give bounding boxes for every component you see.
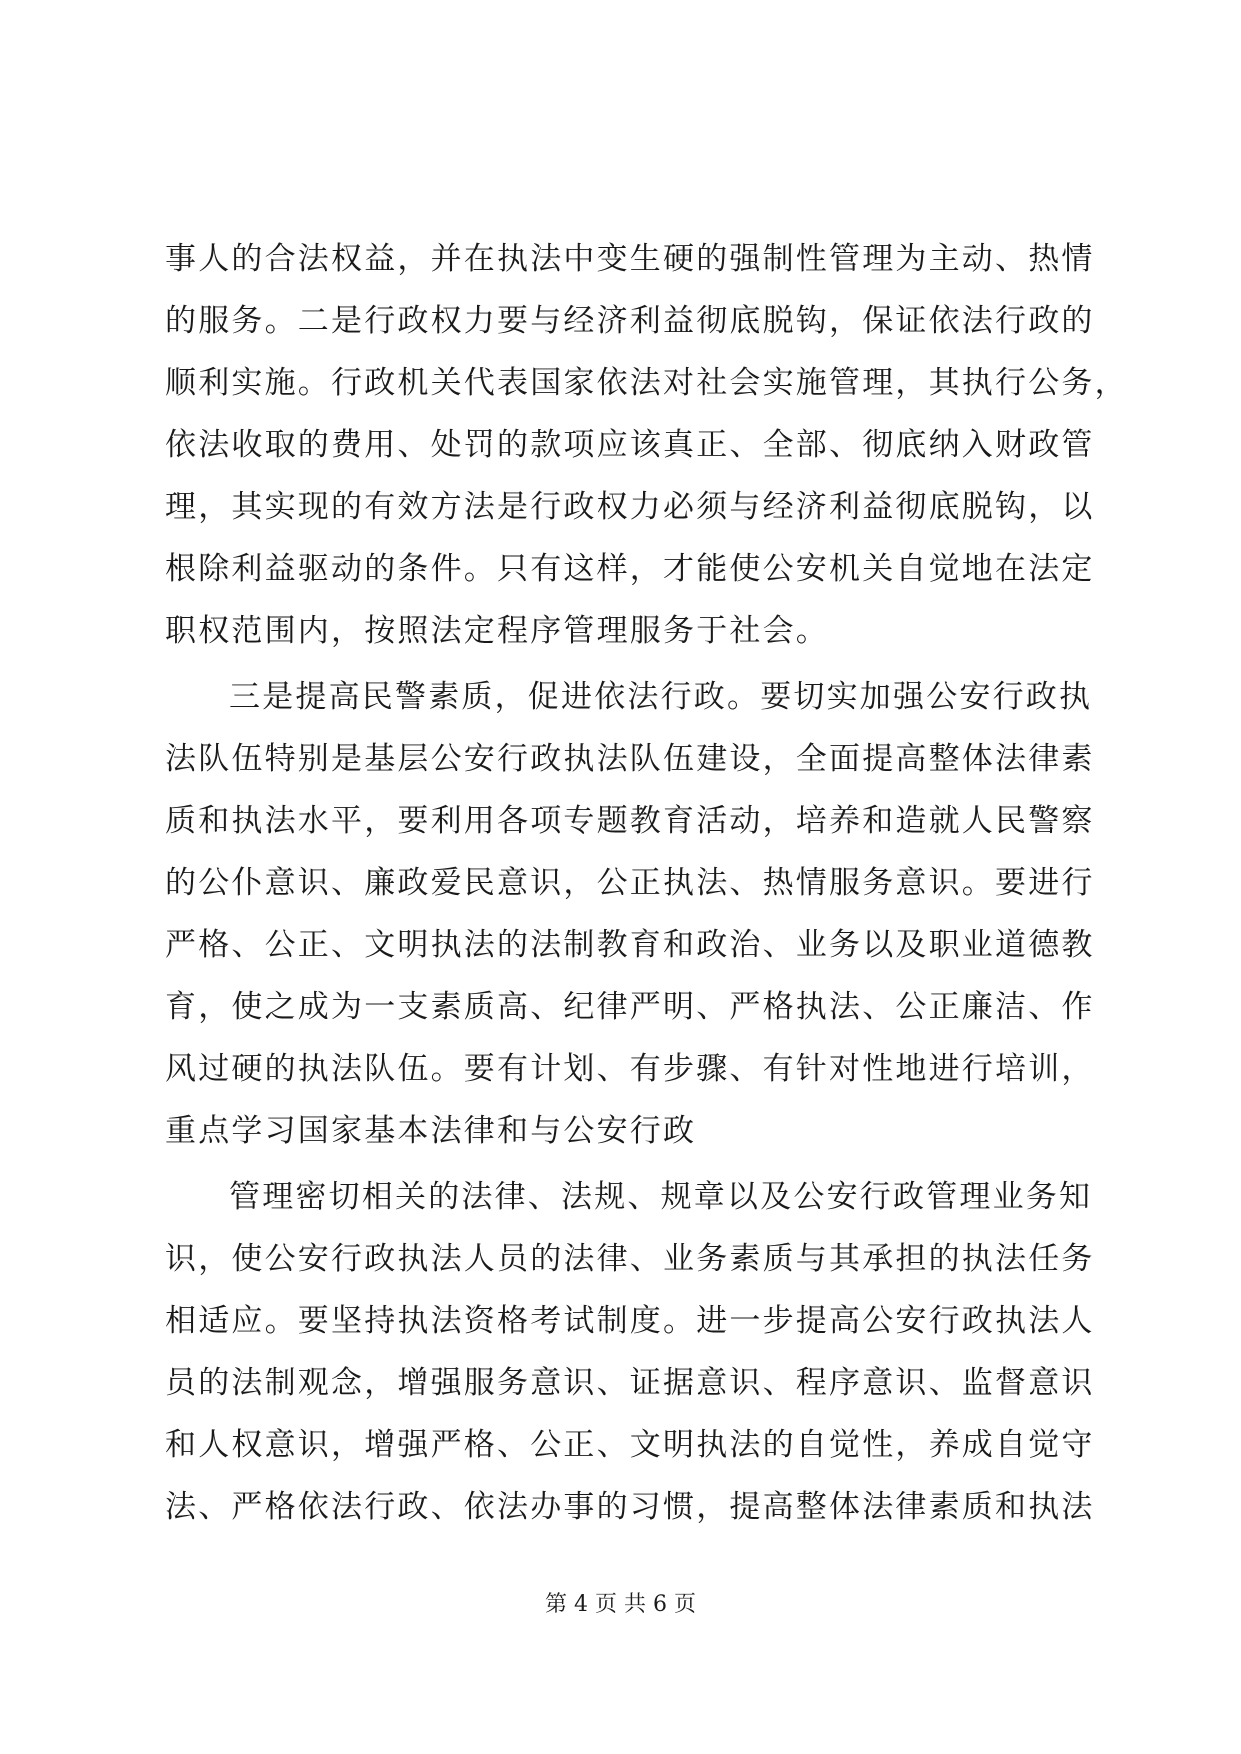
text-line: 的服务。二是行政权力要与经济利益彻底脱钩，保证依法行政的 bbox=[165, 303, 1095, 339]
paragraph-start-line: 管理密切相关的法律、法规、规章以及公安行政管理业务知 bbox=[229, 1179, 1093, 1215]
text-line: 事人的合法权益，并在执法中变生硬的强制性管理为主动、热情 bbox=[165, 241, 1095, 277]
text-line: 严格、公正、文明执法的法制教育和政治、业务以及职业道德教 bbox=[165, 927, 1095, 963]
text-line: 员的法制观念，增强服务意识、证据意识、程序意识、监督意识 bbox=[165, 1365, 1095, 1401]
text-line: 顺利实施。行政机关代表国家依法对社会实施管理，其执行公务， bbox=[165, 365, 1128, 401]
text-line: 风过硬的执法队伍。要有计划、有步骤、有针对性地进行培训， bbox=[165, 1051, 1095, 1087]
text-line: 根除利益驱动的条件。只有这样，才能使公安机关自觉地在法定 bbox=[165, 551, 1095, 587]
text-line: 的公仆意识、廉政爱民意识，公正执法、热情服务意识。要进行 bbox=[165, 865, 1095, 901]
page-number-footer: 第 4 页 共 6 页 bbox=[545, 1592, 696, 1617]
text-line: 理，其实现的有效方法是行政权力必须与经济利益彻底脱钩，以 bbox=[165, 489, 1095, 525]
text-line: 依法收取的费用、处罚的款项应该真正、全部、彻底纳入财政管 bbox=[165, 427, 1095, 463]
text-line: 识，使公安行政执法人员的法律、业务素质与其承担的执法任务 bbox=[165, 1241, 1095, 1277]
text-line: 重点学习国家基本法律和与公安行政 bbox=[165, 1113, 697, 1149]
document-body bbox=[165, 228, 1128, 1538]
text-line: 相适应。要坚持执法资格考试制度。进一步提高公安行政执法人 bbox=[165, 1303, 1095, 1339]
paragraph-start-line: 三是提高民警素质，促进依法行政。要切实加强公安行政执 bbox=[229, 679, 1093, 715]
text-line: 质和执法水平，要利用各项专题教育活动，培养和造就人民警察 bbox=[165, 803, 1095, 839]
text-line: 和人权意识，增强严格、公正、文明执法的自觉性，养成自觉守 bbox=[165, 1427, 1095, 1463]
text-line: 育，使之成为一支素质高、纪律严明、严格执法、公正廉洁、作 bbox=[165, 989, 1095, 1025]
text-line: 职权范围内，按照法定程序管理服务于社会。 bbox=[165, 613, 829, 649]
text-line: 法、严格依法行政、依法办事的习惯，提高整体法律素质和执法 bbox=[165, 1489, 1095, 1525]
text-line: 法队伍特别是基层公安行政执法队伍建设，全面提高整体法律素 bbox=[165, 741, 1095, 777]
